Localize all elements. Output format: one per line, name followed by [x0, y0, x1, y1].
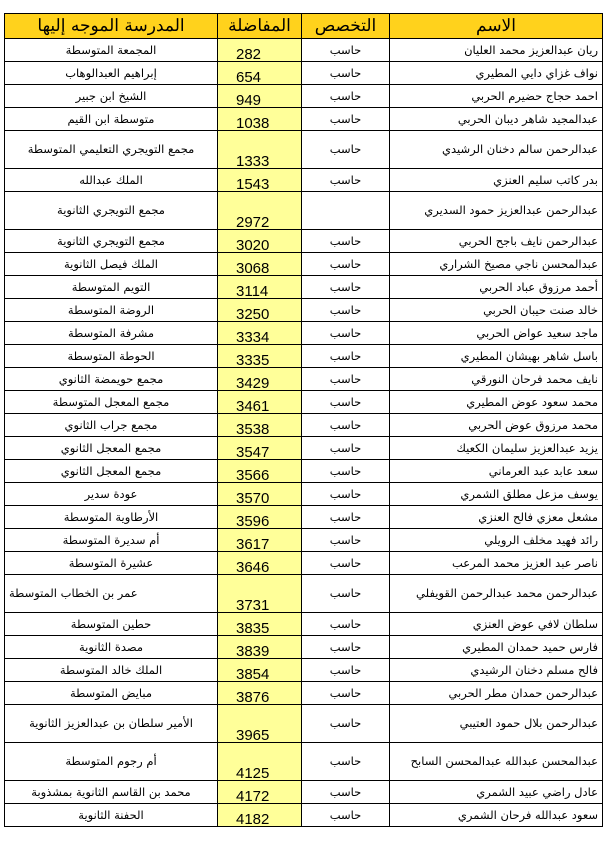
table-row [5, 781, 603, 804]
table-row [5, 169, 603, 192]
table-row [5, 276, 603, 299]
cell-name: فارس حميد حمدان المطيري [390, 636, 603, 659]
table-row [5, 62, 603, 85]
table-row [5, 368, 603, 391]
cell-school: الملك خالد المتوسطة [5, 659, 218, 682]
cell-school: أم سديرة المتوسطة [5, 529, 218, 552]
cell-name: فالح مسلم دخنان الرشيدي [390, 659, 603, 682]
cell-school: مجمع المعجل المتوسطة [5, 391, 218, 414]
cell-name: نواف غزاي دايي المطيري [390, 62, 603, 85]
table-row [5, 552, 603, 575]
cell-specialty: حاسب [302, 322, 390, 345]
cell-specialty: حاسب [302, 682, 390, 705]
table-row [5, 506, 603, 529]
cell-school: الروضة المتوسطة [5, 299, 218, 322]
cell-school: إبراهيم العبدالوهاب [5, 62, 218, 85]
table-body [5, 39, 603, 827]
cell-score: 3429 [218, 368, 302, 391]
table-row [5, 192, 603, 230]
cell-score: 4172 [218, 781, 302, 804]
cell-name: عبدالمحسن ناجي مصيخ الشراري [390, 253, 603, 276]
cell-score: 4125 [218, 743, 302, 781]
cell-specialty: حاسب [302, 552, 390, 575]
cell-name: عبدالمجيد شاهر ديبان الحربي [390, 108, 603, 131]
cell-specialty: حاسب [302, 253, 390, 276]
cell-specialty: حاسب [302, 108, 390, 131]
table-row [5, 39, 603, 62]
cell-name: عبدالرحمن بلال حمود العتيبي [390, 705, 603, 743]
header-score: المفاضلة [218, 14, 302, 39]
table-row [5, 345, 603, 368]
cell-specialty: حاسب [302, 804, 390, 827]
cell-school: أم رجوم المتوسطة [5, 743, 218, 781]
cell-school: عودة سدير [5, 483, 218, 506]
cell-specialty: حاسب [302, 169, 390, 192]
cell-school: مجمع التويجري الثانوية [5, 230, 218, 253]
cell-school: الأرطاوية المتوسطة [5, 506, 218, 529]
cell-school: الملك فيصل الثانوية [5, 253, 218, 276]
table-row [5, 230, 603, 253]
cell-specialty: حاسب [302, 230, 390, 253]
cell-school: مجمع المعجل الثانوي [5, 460, 218, 483]
cell-score: 3547 [218, 437, 302, 460]
cell-specialty: حاسب [302, 483, 390, 506]
cell-name: عادل راضي عبيد الشمري [390, 781, 603, 804]
table-row [5, 391, 603, 414]
cell-school: التويم المتوسطة [5, 276, 218, 299]
table-row [5, 85, 603, 108]
cell-score: 3646 [218, 552, 302, 575]
cell-school: مجمع المعجل الثانوي [5, 437, 218, 460]
cell-score: 3839 [218, 636, 302, 659]
cell-specialty: حاسب [302, 414, 390, 437]
table-row [5, 108, 603, 131]
cell-school: مشرفة المتوسطة [5, 322, 218, 345]
cell-name: يزيد عبدالعزيز سليمان الكعيك [390, 437, 603, 460]
table-row [5, 613, 603, 636]
cell-score: 3617 [218, 529, 302, 552]
placement-table [4, 13, 603, 827]
cell-specialty: حاسب [302, 391, 390, 414]
cell-specialty: حاسب [302, 613, 390, 636]
cell-name: سلطان لافي عوض العنزي [390, 613, 603, 636]
cell-name: عبدالرحمن محمد عبدالرحمن القويفلي [390, 575, 603, 613]
cell-score: 1038 [218, 108, 302, 131]
cell-school: الأمير سلطان بن عبدالعزيز الثانوية [5, 705, 218, 743]
cell-school: مصدة الثانوية [5, 636, 218, 659]
cell-name: خالد صنت حيبان الحربي [390, 299, 603, 322]
cell-score: 3854 [218, 659, 302, 682]
cell-specialty: حاسب [302, 345, 390, 368]
table-row [5, 529, 603, 552]
header-school: المدرسة الموجه إليها [5, 14, 218, 39]
header-specialty: التخصص [302, 14, 390, 39]
cell-name: ماجد سعيد عواض الحربي [390, 322, 603, 345]
cell-score: 3965 [218, 705, 302, 743]
cell-specialty: حاسب [302, 39, 390, 62]
cell-school: المجمعة المتوسطة [5, 39, 218, 62]
cell-name: ريان عبدالعزيز محمد العليان [390, 39, 603, 62]
cell-specialty: حاسب [302, 636, 390, 659]
cell-name: باسل شاهر بهيشان المطيري [390, 345, 603, 368]
cell-school: متوسطة ابن القيم [5, 108, 218, 131]
cell-name: يوسف مزعل مطلق الشمري [390, 483, 603, 506]
cell-specialty: حاسب [302, 299, 390, 322]
table-row [5, 299, 603, 322]
table-row [5, 483, 603, 506]
table-row [5, 322, 603, 345]
table-row [5, 743, 603, 781]
cell-school: مبايض المتوسطة [5, 682, 218, 705]
cell-name: عبدالرحمن عبدالعزيز حمود السديري [390, 192, 603, 230]
table-row [5, 804, 603, 827]
cell-name: ناصر عبد العزيز محمد المرعب [390, 552, 603, 575]
cell-name: محمد مرزوق عوض الحربي [390, 414, 603, 437]
table-header-row [5, 14, 603, 39]
cell-name: سعد عابد عبد العرماني [390, 460, 603, 483]
results-table-container [4, 13, 602, 827]
cell-score: 282 [218, 39, 302, 62]
cell-name: أحمد مرزوق عباد الحربي [390, 276, 603, 299]
cell-score: 3876 [218, 682, 302, 705]
cell-school: الحفنة الثانوية [5, 804, 218, 827]
table-row [5, 682, 603, 705]
table-row [5, 253, 603, 276]
cell-school: مجمع التويجري التعليمي المتوسطة [5, 131, 218, 169]
cell-score: 3566 [218, 460, 302, 483]
cell-name: محمد سعود عوض المطيري [390, 391, 603, 414]
cell-specialty: حاسب [302, 131, 390, 169]
cell-score: 1543 [218, 169, 302, 192]
table-row [5, 636, 603, 659]
cell-name: نايف محمد فرحان النورقي [390, 368, 603, 391]
cell-name: رائد فهيد مخلف الرويلي [390, 529, 603, 552]
cell-specialty: حاسب [302, 705, 390, 743]
cell-school: مجمع حويمضة الثانوي [5, 368, 218, 391]
cell-school: مجمع جراب الثانوي [5, 414, 218, 437]
cell-specialty: حاسب [302, 62, 390, 85]
table-row [5, 437, 603, 460]
header-name: الاسم [390, 14, 603, 39]
cell-school: الملك عبدالله [5, 169, 218, 192]
cell-specialty: حاسب [302, 529, 390, 552]
cell-specialty: حاسب [302, 368, 390, 391]
cell-name: بدر كاتب سليم العنزي [390, 169, 603, 192]
cell-score: 1333 [218, 131, 302, 169]
cell-name: عبدالرحمن سالم دخنان الرشيدي [390, 131, 603, 169]
cell-name: سعود عبدالله فرحان الشمري [390, 804, 603, 827]
cell-name: عبدالرحمن حمدان مطر الحربي [390, 682, 603, 705]
cell-score: 3596 [218, 506, 302, 529]
cell-score: 3461 [218, 391, 302, 414]
cell-school: عمر بن الخطاب المتوسطة [5, 575, 218, 613]
cell-specialty: حاسب [302, 85, 390, 108]
table-row [5, 659, 603, 682]
cell-specialty: حاسب [302, 460, 390, 483]
cell-name: مشعل معزي فالح العنزي [390, 506, 603, 529]
cell-score: 4182 [218, 804, 302, 827]
table-row [5, 575, 603, 613]
cell-school: الشيخ ابن جبير [5, 85, 218, 108]
cell-score: 3570 [218, 483, 302, 506]
cell-specialty: حاسب [302, 506, 390, 529]
cell-school: مجمع التويجري الثانوية [5, 192, 218, 230]
table-row [5, 705, 603, 743]
cell-specialty: حاسب [302, 276, 390, 299]
cell-specialty [302, 192, 390, 230]
cell-school: عشيرة المتوسطة [5, 552, 218, 575]
cell-score: 949 [218, 85, 302, 108]
cell-specialty: حاسب [302, 743, 390, 781]
table-row [5, 460, 603, 483]
cell-specialty: حاسب [302, 575, 390, 613]
cell-name: احمد حجاج حضيرم الحربي [390, 85, 603, 108]
cell-school: حطين المتوسطة [5, 613, 218, 636]
cell-score: 654 [218, 62, 302, 85]
cell-school: محمد بن القاسم الثانوية بمشذوبة [5, 781, 218, 804]
cell-school: الحوطة المتوسطة [5, 345, 218, 368]
cell-score: 3068 [218, 253, 302, 276]
cell-score: 3835 [218, 613, 302, 636]
cell-score: 3731 [218, 575, 302, 613]
cell-specialty: حاسب [302, 781, 390, 804]
cell-score: 3538 [218, 414, 302, 437]
table-row [5, 131, 603, 169]
cell-score: 3334 [218, 322, 302, 345]
cell-score: 2972 [218, 192, 302, 230]
cell-specialty: حاسب [302, 659, 390, 682]
cell-score: 3114 [218, 276, 302, 299]
cell-name: عبدالرحمن نايف باجح الحربي [390, 230, 603, 253]
cell-score: 3020 [218, 230, 302, 253]
cell-score: 3250 [218, 299, 302, 322]
table-row [5, 414, 603, 437]
cell-name: عبدالمحسن عبدالله عبدالمحسن السابح [390, 743, 603, 781]
cell-score: 3335 [218, 345, 302, 368]
cell-specialty: حاسب [302, 437, 390, 460]
